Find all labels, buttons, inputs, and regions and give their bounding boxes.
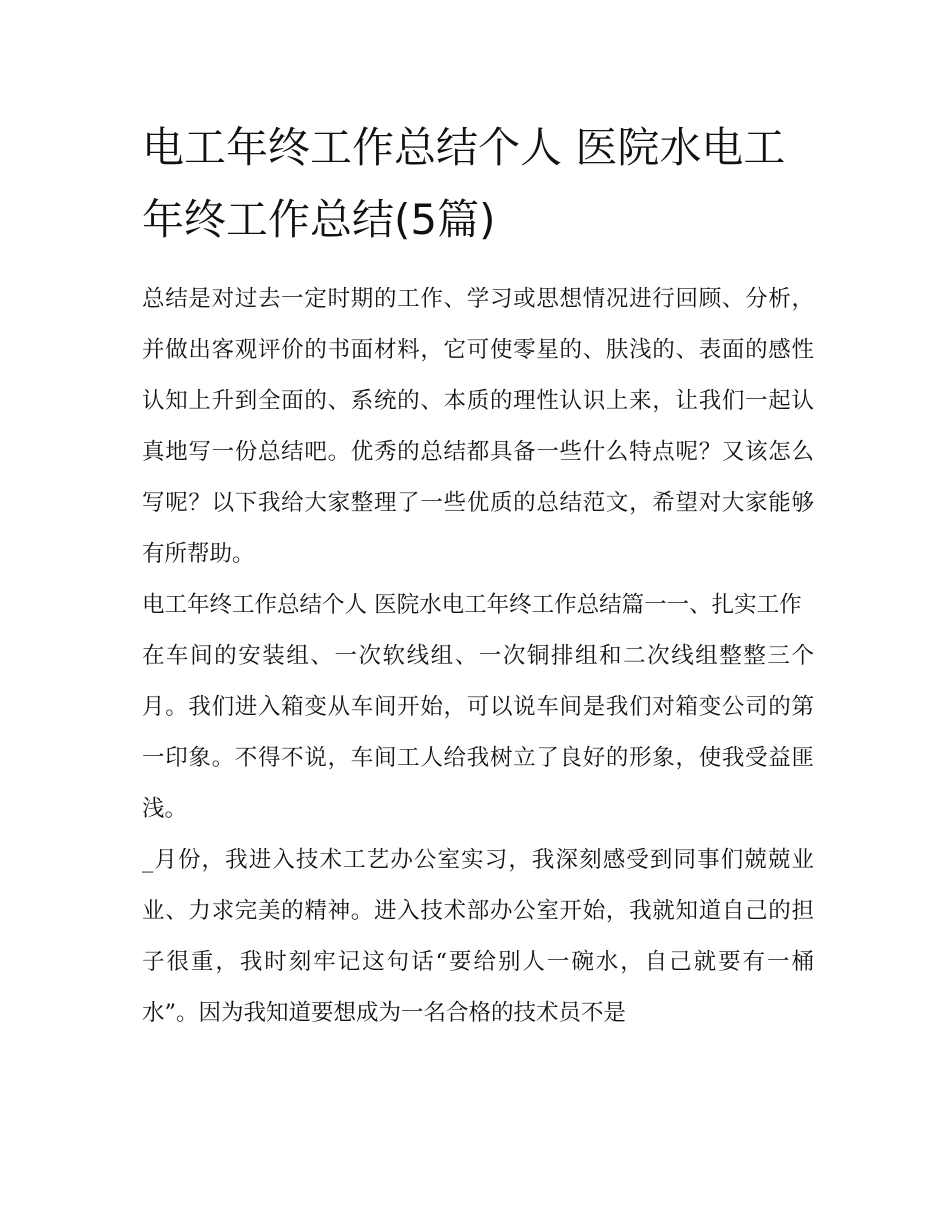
section-heading-paragraph: 电工年终工作总结个人 医院水电工年终工作总结篇一一、扎实工作: [142, 592, 802, 618]
intro-paragraph: 总结是对过去一定时期的工作、学习或思想情况进行回顾、分析，并做出客观评价的书面材料，它可使零星的、肤浅的、表面的感性认知上升到全面的、系统的、本质的理性认识上来，让我们一起认真地写一份总结吧。优秀的总结都具备一些什么特点呢？又该怎么写呢？以下我给大家整理了一些优质的总结范文，希望对大家能够有所帮助。: [142, 286, 814, 567]
workshop-paragraph: 在车间的安装组、一次软线组、一次铜排组和二次线组整整三个月。我们进入箱变从车间开始，可以说车间是我们对箱变公司的第一印象。不得不说，车间工人给我树立了良好的形象，使我受益匪浅。: [142, 643, 814, 822]
document-content: [142, 112, 814, 1039]
document-title: 电工年终工作总结个人 医院水电工年终工作总结(5篇): [142, 123, 786, 244]
technical-office-paragraph: _月份，我进入技术工艺办公室实习，我深刻感受到同事们兢兢业业、力求完美的精神。进入技术部办公室开始，我就知道自己的担子很重，我时刻牢记这句话“要给别人一碗水，自己就要有一桶水”。因为我知道要想成为一名合格的技术员不是: [142, 847, 814, 1026]
